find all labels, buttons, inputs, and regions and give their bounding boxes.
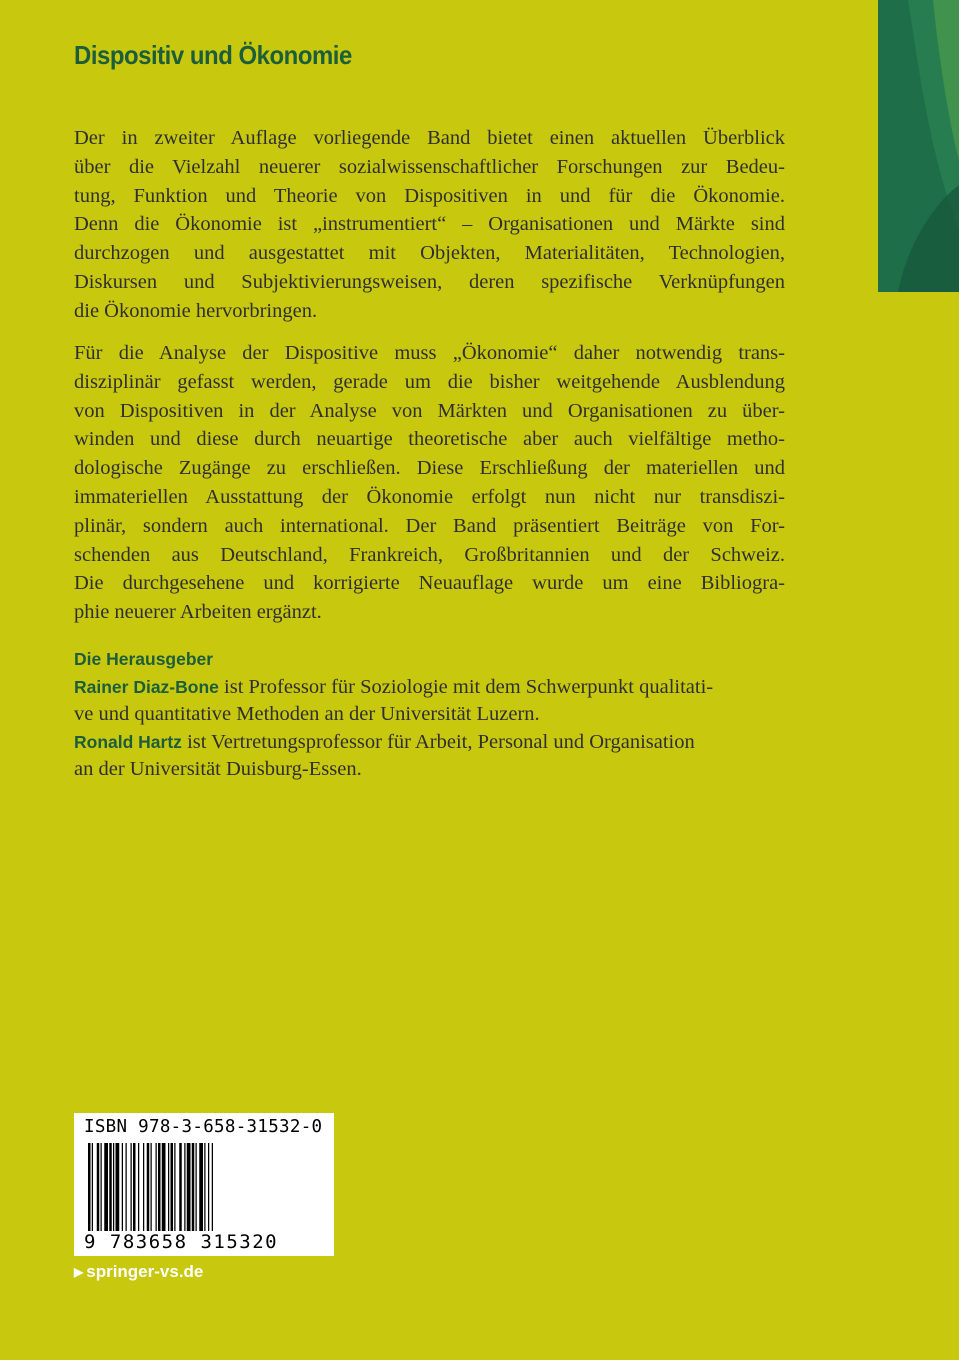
isbn-label: ISBN 978-3-658-31532-0: [84, 1117, 323, 1137]
barcode-bar: [156, 1143, 157, 1231]
barcode-bar: [101, 1143, 102, 1231]
website-link[interactable]: [74, 1262, 203, 1282]
text-line: plinär, sondern auch international. Der Band präsentiert Beiträge von For-: [74, 514, 785, 537]
text-line: Denn die Ökonomie ist „instrumentiert“ – Organisationen und Märkte sind: [74, 213, 785, 236]
text-line: Die durchgesehene und korrigierte Neuauflage wurde um eine Bibliogra-: [74, 572, 785, 595]
text-line: phie neuerer Arbeiten ergänzt.: [74, 601, 322, 624]
editor-1-bio: ist Professor für Soziologie mit dem Schwerpunkt qualitati-: [218, 675, 714, 698]
description-paragraph-2: [74, 339, 785, 627]
barcode-bar: [138, 1143, 139, 1231]
barcode-bar: [151, 1143, 152, 1231]
isbn-barcode: [74, 1113, 334, 1256]
barcode-bar: [212, 1143, 213, 1231]
text-line: schenden aus Deutschland, Frankreich, Großbritannien und der Schweiz.: [74, 543, 785, 566]
text-line: durchzogen und ausgestattet mit Objekten, Materialitäten, Technologien,: [74, 242, 785, 265]
text-line: dologische Zugänge zu erschließen. Diese Erschließung der materiellen und: [74, 457, 785, 480]
text-line: immateriellen Ausstattung der Ökonomie erfolgt nun nicht nur transdiszi-: [74, 485, 785, 508]
website-url: springer-vs.de: [86, 1262, 204, 1281]
text-line: Für die Analyse der Dispositive muss „Ökonomie“ daher notwendig trans-: [74, 342, 785, 364]
editor-2-line-2: an der Universität Duisburg-Essen.: [74, 758, 362, 780]
text-line: Der in zweiter Auflage vorliegende Band bietet einen aktuellen Überblick: [74, 127, 785, 149]
text-line: die Ökonomie hervorbringen.: [74, 299, 318, 322]
barcode-bar: [168, 1143, 169, 1231]
barcode-bar: [88, 1143, 91, 1231]
editor-2-line-1: [74, 729, 814, 757]
text-line: winden und diese durch neuartige theoretische aber auch vielfältige metho-: [74, 428, 785, 451]
description-paragraph-1: [74, 124, 785, 326]
barcode-bar: [187, 1143, 191, 1231]
barcode-bar: [143, 1143, 144, 1231]
barcode-bar: [97, 1143, 100, 1231]
barcode-bar: [192, 1143, 195, 1231]
barcode-bar: [171, 1143, 174, 1231]
text-line: über die Vielzahl neuerer sozialwissenschaftlicher Forschungen zur Bedeu-: [74, 155, 785, 178]
ean-digits: 9 783658 315320: [84, 1231, 279, 1253]
triangle-right-icon: ▶: [74, 1265, 84, 1279]
barcode-bar: [179, 1143, 182, 1231]
barcode-bar: [126, 1143, 127, 1231]
editor-1-line-2: ve und quantitative Methoden an der Universität Luzern.: [74, 703, 540, 725]
barcode-bar: [174, 1143, 175, 1231]
barcode-bar: [158, 1143, 161, 1231]
barcode-bars: [88, 1143, 320, 1231]
editors-heading: Die Herausgeber: [74, 649, 214, 669]
barcode-bar: [116, 1143, 120, 1231]
text-line: Diskursen und Subjektivierungsweisen, deren spezifische Verknüpfungen: [74, 270, 785, 293]
barcode-bar: [196, 1143, 197, 1231]
editor-1-name: Rainer Diaz-Bone: [74, 676, 219, 697]
barcode-bar: [133, 1143, 136, 1231]
text-line: von Dispositiven in der Analyse von Märkten und Organisationen zu über-: [74, 399, 785, 422]
barcode-bar: [204, 1143, 205, 1231]
barcode-bar: [92, 1143, 93, 1231]
text-line: disziplinär gefasst werden, gerade um die bisher weitgehende Ausblendung: [74, 370, 785, 393]
editor-2-name: Ronald Hartz: [74, 731, 182, 752]
barcode-bar: [113, 1143, 114, 1231]
barcode-bar: [199, 1143, 203, 1231]
barcode-bar: [122, 1143, 123, 1231]
editor-1-line-1: [74, 674, 814, 702]
barcode-bar: [162, 1143, 166, 1231]
editors-section: [74, 646, 814, 784]
barcode-bar: [208, 1143, 209, 1231]
barcode-bar: [109, 1143, 112, 1231]
editor-2-bio: ist Vertretungsprofessor für Arbeit, Personal und Organisation: [181, 730, 695, 753]
barcode-bar: [131, 1143, 132, 1231]
barcode-bar: [147, 1143, 150, 1231]
text-line: tung, Funktion und Theorie von Dispositiven in und für die Ökonomie.: [74, 184, 785, 207]
barcode-bar: [184, 1143, 185, 1231]
cover-corner-graphic: [878, 0, 959, 292]
book-title: Dispositiv und Ökonomie: [74, 40, 352, 70]
barcode-bar: [104, 1143, 108, 1231]
